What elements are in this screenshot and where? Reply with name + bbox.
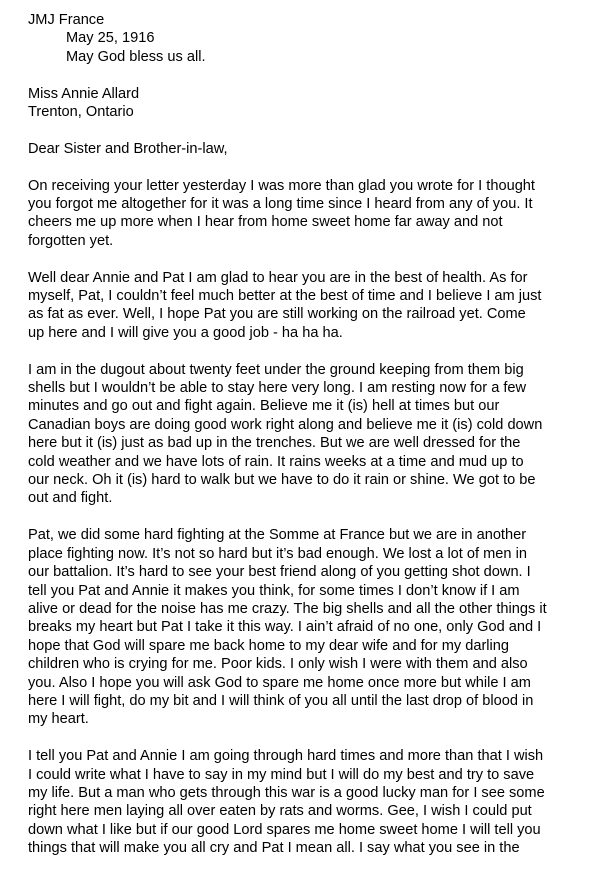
paragraph-line: things that will make you all cry and Pat I mean all. I say what you see in the [28, 840, 520, 857]
paragraph-line: shells but I wouldn’t be able to stay here very long. I am resting now for a few [28, 380, 527, 397]
paragraph-line: here I will fight, do my bit and I will think of you all until the last drop of blood in [28, 692, 534, 709]
paragraph-line: as fat as ever. Well, I hope Pat you are still working on the railroad yet. Come [28, 306, 526, 323]
paragraph-line: my life. But a man who gets through this war is a good lucky man for I see some [28, 784, 545, 801]
paragraph-line: On receiving your letter yesterday I was more than glad you wrote for I thought [28, 177, 535, 194]
paragraph-1 [28, 177, 596, 251]
recipient-address [28, 85, 596, 122]
paragraph-line: hope that God will spare me back home to my dear wife and for my darling [28, 637, 510, 654]
letter-page [28, 11, 596, 876]
letter-date: May 25, 1916 [66, 30, 155, 47]
letter-header [28, 11, 596, 66]
paragraph-line: I tell you Pat and Annie I am going through hard times and more than that I wish [28, 748, 544, 765]
recipient-place: Trenton, Ontario [28, 104, 134, 121]
paragraph-line: forgotten yet. [28, 232, 114, 249]
blessing-line: May God bless us all. [66, 48, 206, 65]
paragraph-line: breaks my heart but Pat I take it this way. I ain’t afraid of no one, only God and I [28, 619, 542, 636]
paragraph-line: cold weather and we have lots of rain. It rains weeks at a time and mud up to [28, 453, 524, 470]
paragraph-5 [28, 747, 596, 857]
paragraph-2 [28, 269, 596, 343]
salutation: Dear Sister and Brother-in-law, [28, 140, 228, 157]
paragraph-line: children who is crying for me. Poor kids. I only wish I were with them and also [28, 656, 528, 673]
paragraph-line: right here men laying all over eaten by rats and worms. Gee, I wish I could put [28, 803, 532, 820]
paragraph-line: our neck. Oh it (is) hard to walk but we have to do it rain or shine. We got to be [28, 472, 536, 489]
paragraph-line: tell you Pat and Annie it makes you think, for some times I don’t know if I am [28, 582, 520, 599]
paragraph-line: I am in the dugout about twenty feet under the ground keeping from them big [28, 361, 524, 378]
header-line: JMJ France [28, 12, 105, 28]
paragraph-line: cheers me up more when I hear from home sweet home far away and not [28, 214, 503, 231]
paragraph-line: place fighting now. It’s not so hard but it’s bad enough. We lost a lot of men in [28, 545, 527, 562]
paragraph-line: my heart. [28, 711, 89, 728]
paragraph-line: down what I like but if our good Lord spares me home sweet home I will tell you [28, 821, 541, 838]
paragraph-line: I could write what I have to say in my mind but I will do my best and try to save [28, 766, 535, 783]
paragraph-line: Pat, we did some hard fighting at the Somme at France but we are in another [28, 527, 527, 544]
paragraph-line: here but it (is) just as bad up in the trenches. But we are well dressed for the [28, 435, 521, 452]
paragraph-line: myself, Pat, I couldn’t feel much better at the best of time and I believe I am just [28, 288, 542, 305]
paragraph-4 [28, 526, 596, 728]
paragraph-3 [28, 361, 596, 508]
paragraph-line: you. Also I hope you will ask God to spare me home once more but while I am [28, 674, 531, 691]
paragraph-line: you forgot me altogether for it was a long time since I heard from any of you. It [28, 196, 533, 213]
paragraph-line: minutes and go out and fight again. Believe me it (is) hell at times but our [28, 398, 500, 415]
salutation-block [28, 140, 596, 158]
paragraph-line: alive or dead for the noise has me crazy. The big shells and all the other things it [28, 600, 547, 617]
paragraph-line: up here and I will give you a good job - ha ha ha. [28, 324, 343, 341]
paragraph-line: our battalion. It’s hard to see your best friend along of you getting shot down. I [28, 564, 531, 581]
paragraph-line: Canadian boys are doing good work right along and believe me it (is) cold down [28, 416, 543, 433]
recipient-name: Miss Annie Allard [28, 85, 140, 102]
paragraph-line: out and fight. [28, 490, 113, 507]
paragraph-line: Well dear Annie and Pat I am glad to hear you are in the best of health. As for [28, 269, 528, 286]
